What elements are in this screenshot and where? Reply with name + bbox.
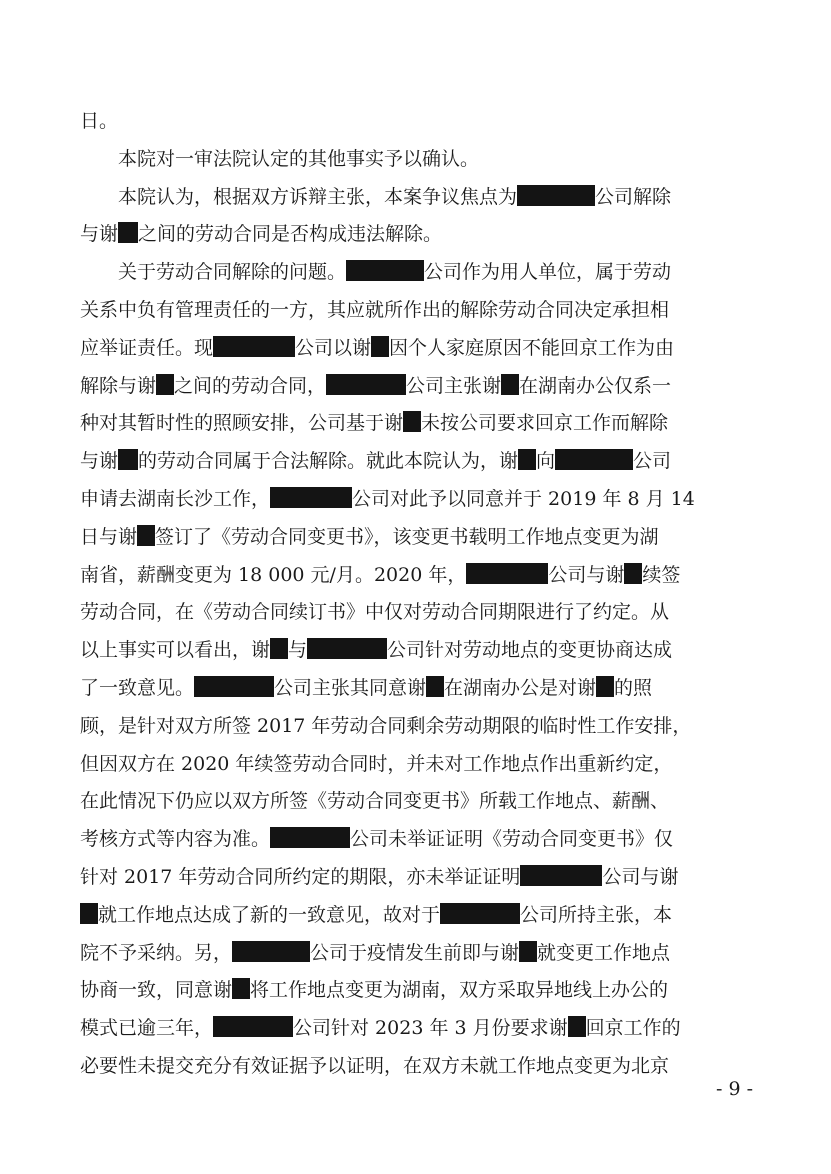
text-segment: 但因双方在 2020 年续签劳动合同时，并未对工作地点作出重新约定， — [80, 752, 673, 775]
redaction-block — [232, 978, 250, 999]
text-segment: 回京工作的 — [585, 1017, 681, 1040]
redaction-block — [118, 222, 138, 243]
redaction-block — [213, 336, 295, 357]
redaction-block — [624, 563, 642, 584]
text-line — [80, 254, 752, 292]
redaction-block — [80, 903, 98, 924]
text-segment: 签订了《劳动合同变更书》，该变更书载明工作地点变更为湖 — [155, 525, 659, 548]
text-line — [80, 783, 752, 821]
text-line — [80, 859, 752, 897]
text-line — [80, 292, 752, 330]
text-segment: 向 — [536, 450, 556, 473]
redaction-block — [307, 638, 387, 659]
redaction-block — [270, 487, 352, 508]
text-line — [80, 405, 752, 443]
text-segment: 了一致意见。 — [80, 676, 195, 699]
text-line — [80, 935, 752, 973]
text-line — [80, 519, 752, 557]
page-number: - 9 - — [715, 1078, 753, 1100]
redaction-block — [440, 903, 520, 924]
text-segment: 与 — [288, 639, 308, 662]
text-segment: 公司解除 — [595, 185, 672, 208]
text-segment: 与谢 — [80, 223, 119, 246]
text-line — [80, 746, 752, 784]
redaction-block — [501, 374, 519, 395]
text-segment: 公司与谢 — [548, 563, 625, 586]
text-segment: 公司作为用人单位，属于劳动 — [424, 261, 672, 284]
text-segment: 日与谢 — [80, 525, 138, 548]
text-segment: 续签 — [642, 563, 681, 586]
redaction-block — [403, 411, 421, 432]
redaction-block — [517, 185, 595, 206]
text-segment: 公司主张其同意谢 — [274, 676, 427, 699]
text-segment: 解除与谢 — [80, 374, 157, 397]
text-line — [80, 557, 752, 595]
text-segment: 将工作地点变更为湖南，双方采取异地线上办公的 — [250, 979, 669, 1002]
text-line — [80, 216, 752, 254]
text-line — [80, 821, 752, 859]
text-line — [80, 670, 752, 708]
redaction-block — [371, 336, 389, 357]
text-segment: 未按公司要求回京工作而解除 — [421, 412, 669, 435]
text-segment: 公司以谢 — [295, 336, 372, 359]
redaction-block — [346, 260, 424, 281]
text-segment: 公司所持主张，本 — [520, 903, 673, 926]
redaction-block — [520, 865, 602, 886]
redaction-block — [568, 1016, 586, 1037]
text-segment: 劳动合同，在《劳动合同续订书》中仅对劳动合同期限进行了约定。从 — [80, 601, 670, 624]
text-segment: 申请去湖南长沙工作， — [80, 487, 271, 510]
text-segment: 公司与谢 — [602, 865, 679, 888]
text-segment: 应举证责任。现 — [80, 336, 214, 359]
redaction-block — [118, 449, 138, 470]
text-line — [80, 1048, 752, 1086]
text-line — [80, 443, 752, 481]
text-line — [80, 179, 752, 217]
text-segment: 南省，薪酬变更为 18 000 元/月。2020 年， — [80, 563, 467, 586]
redaction-block — [156, 374, 174, 395]
text-segment: 必要性未提交充分有效证据予以证明，在双方未就工作地点变更为北京 — [80, 1054, 670, 1077]
redaction-block — [555, 449, 633, 470]
text-segment: 之间的劳动合同是否构成违法解除。 — [138, 223, 443, 246]
redaction-block — [232, 941, 310, 962]
text-segment: 模式已逾三年， — [80, 1017, 214, 1040]
text-segment: 日。 — [80, 110, 119, 132]
text-line — [80, 330, 752, 368]
text-line — [80, 594, 752, 632]
text-segment: 就变更工作地点 — [537, 941, 671, 964]
text-line — [80, 103, 752, 141]
text-segment: 与谢 — [80, 450, 119, 473]
text-segment: 公司未举证证明《劳动合同变更书》仅 — [350, 828, 674, 851]
document-body — [80, 103, 752, 1086]
redaction-block — [518, 449, 536, 470]
text-segment: 在湖南办公仅系一 — [519, 374, 672, 397]
text-segment: 针对 2017 年劳动合同所约定的期限，亦未举证证明 — [80, 865, 521, 888]
text-segment: 公司主张谢 — [406, 374, 502, 397]
text-segment: 顾，是针对双方所签 2017 年劳动合同剩余劳动期限的临时性工作安排， — [80, 714, 692, 737]
text-segment: 院不予采纳。另， — [80, 941, 233, 964]
redaction-block — [326, 374, 406, 395]
text-segment: 公司针对劳动地点的变更协商达成 — [387, 639, 673, 662]
text-segment: 的劳动合同属于合法解除。就此本院认为，谢 — [138, 450, 519, 473]
text-segment: 以上事实可以看出，谢 — [80, 639, 271, 662]
text-line — [80, 141, 752, 179]
text-segment: 因个人家庭原因不能回京工作为由 — [389, 336, 675, 359]
text-segment: 关于劳动合同解除的问题。 — [80, 261, 347, 284]
text-segment: 的照 — [614, 676, 653, 699]
text-line — [80, 632, 752, 670]
text-segment: 之间的劳动合同， — [174, 374, 327, 397]
text-segment: 考核方式等内容为准。 — [80, 828, 271, 851]
redaction-block — [426, 676, 444, 697]
text-segment: 公司针对 2023 年 3 月份要求谢 — [293, 1017, 568, 1040]
redaction-block — [466, 563, 548, 584]
redaction-block — [519, 941, 537, 962]
text-segment: 本院对一审法院认定的其他事实予以确认。 — [80, 147, 480, 170]
text-line — [80, 708, 752, 746]
text-line — [80, 368, 752, 406]
text-line — [80, 897, 752, 935]
text-segment: 公司对此予以同意并于 2019 年 8 月 14 — [352, 487, 695, 510]
text-segment: 本院认为，根据双方诉辩主张，本案争议焦点为 — [80, 185, 518, 208]
text-segment: 在此情况下仍应以双方所签《劳动合同变更书》所载工作地点、薪酬、 — [80, 790, 670, 813]
redaction-block — [596, 676, 614, 697]
text-segment: 就工作地点达成了新的一致意见，故对于 — [98, 903, 441, 926]
text-segment: 公司于疫情发生前即与谢 — [310, 941, 520, 964]
text-segment: 种对其暂时性的照顾安排，公司基于谢 — [80, 412, 404, 435]
text-line — [80, 481, 752, 519]
redaction-block — [270, 827, 350, 848]
text-segment: 在湖南办公是对谢 — [444, 676, 597, 699]
text-segment: 关系中负有管理责任的一方，其应就所作出的解除劳动合同决定承担相 — [80, 298, 670, 321]
text-segment: 协商一致，同意谢 — [80, 979, 233, 1002]
text-segment: 公司 — [633, 450, 672, 473]
text-line — [80, 1010, 752, 1048]
redaction-block — [270, 638, 288, 659]
redaction-block — [194, 676, 274, 697]
text-line — [80, 972, 752, 1010]
redaction-block — [213, 1016, 293, 1037]
redaction-block — [137, 525, 155, 546]
